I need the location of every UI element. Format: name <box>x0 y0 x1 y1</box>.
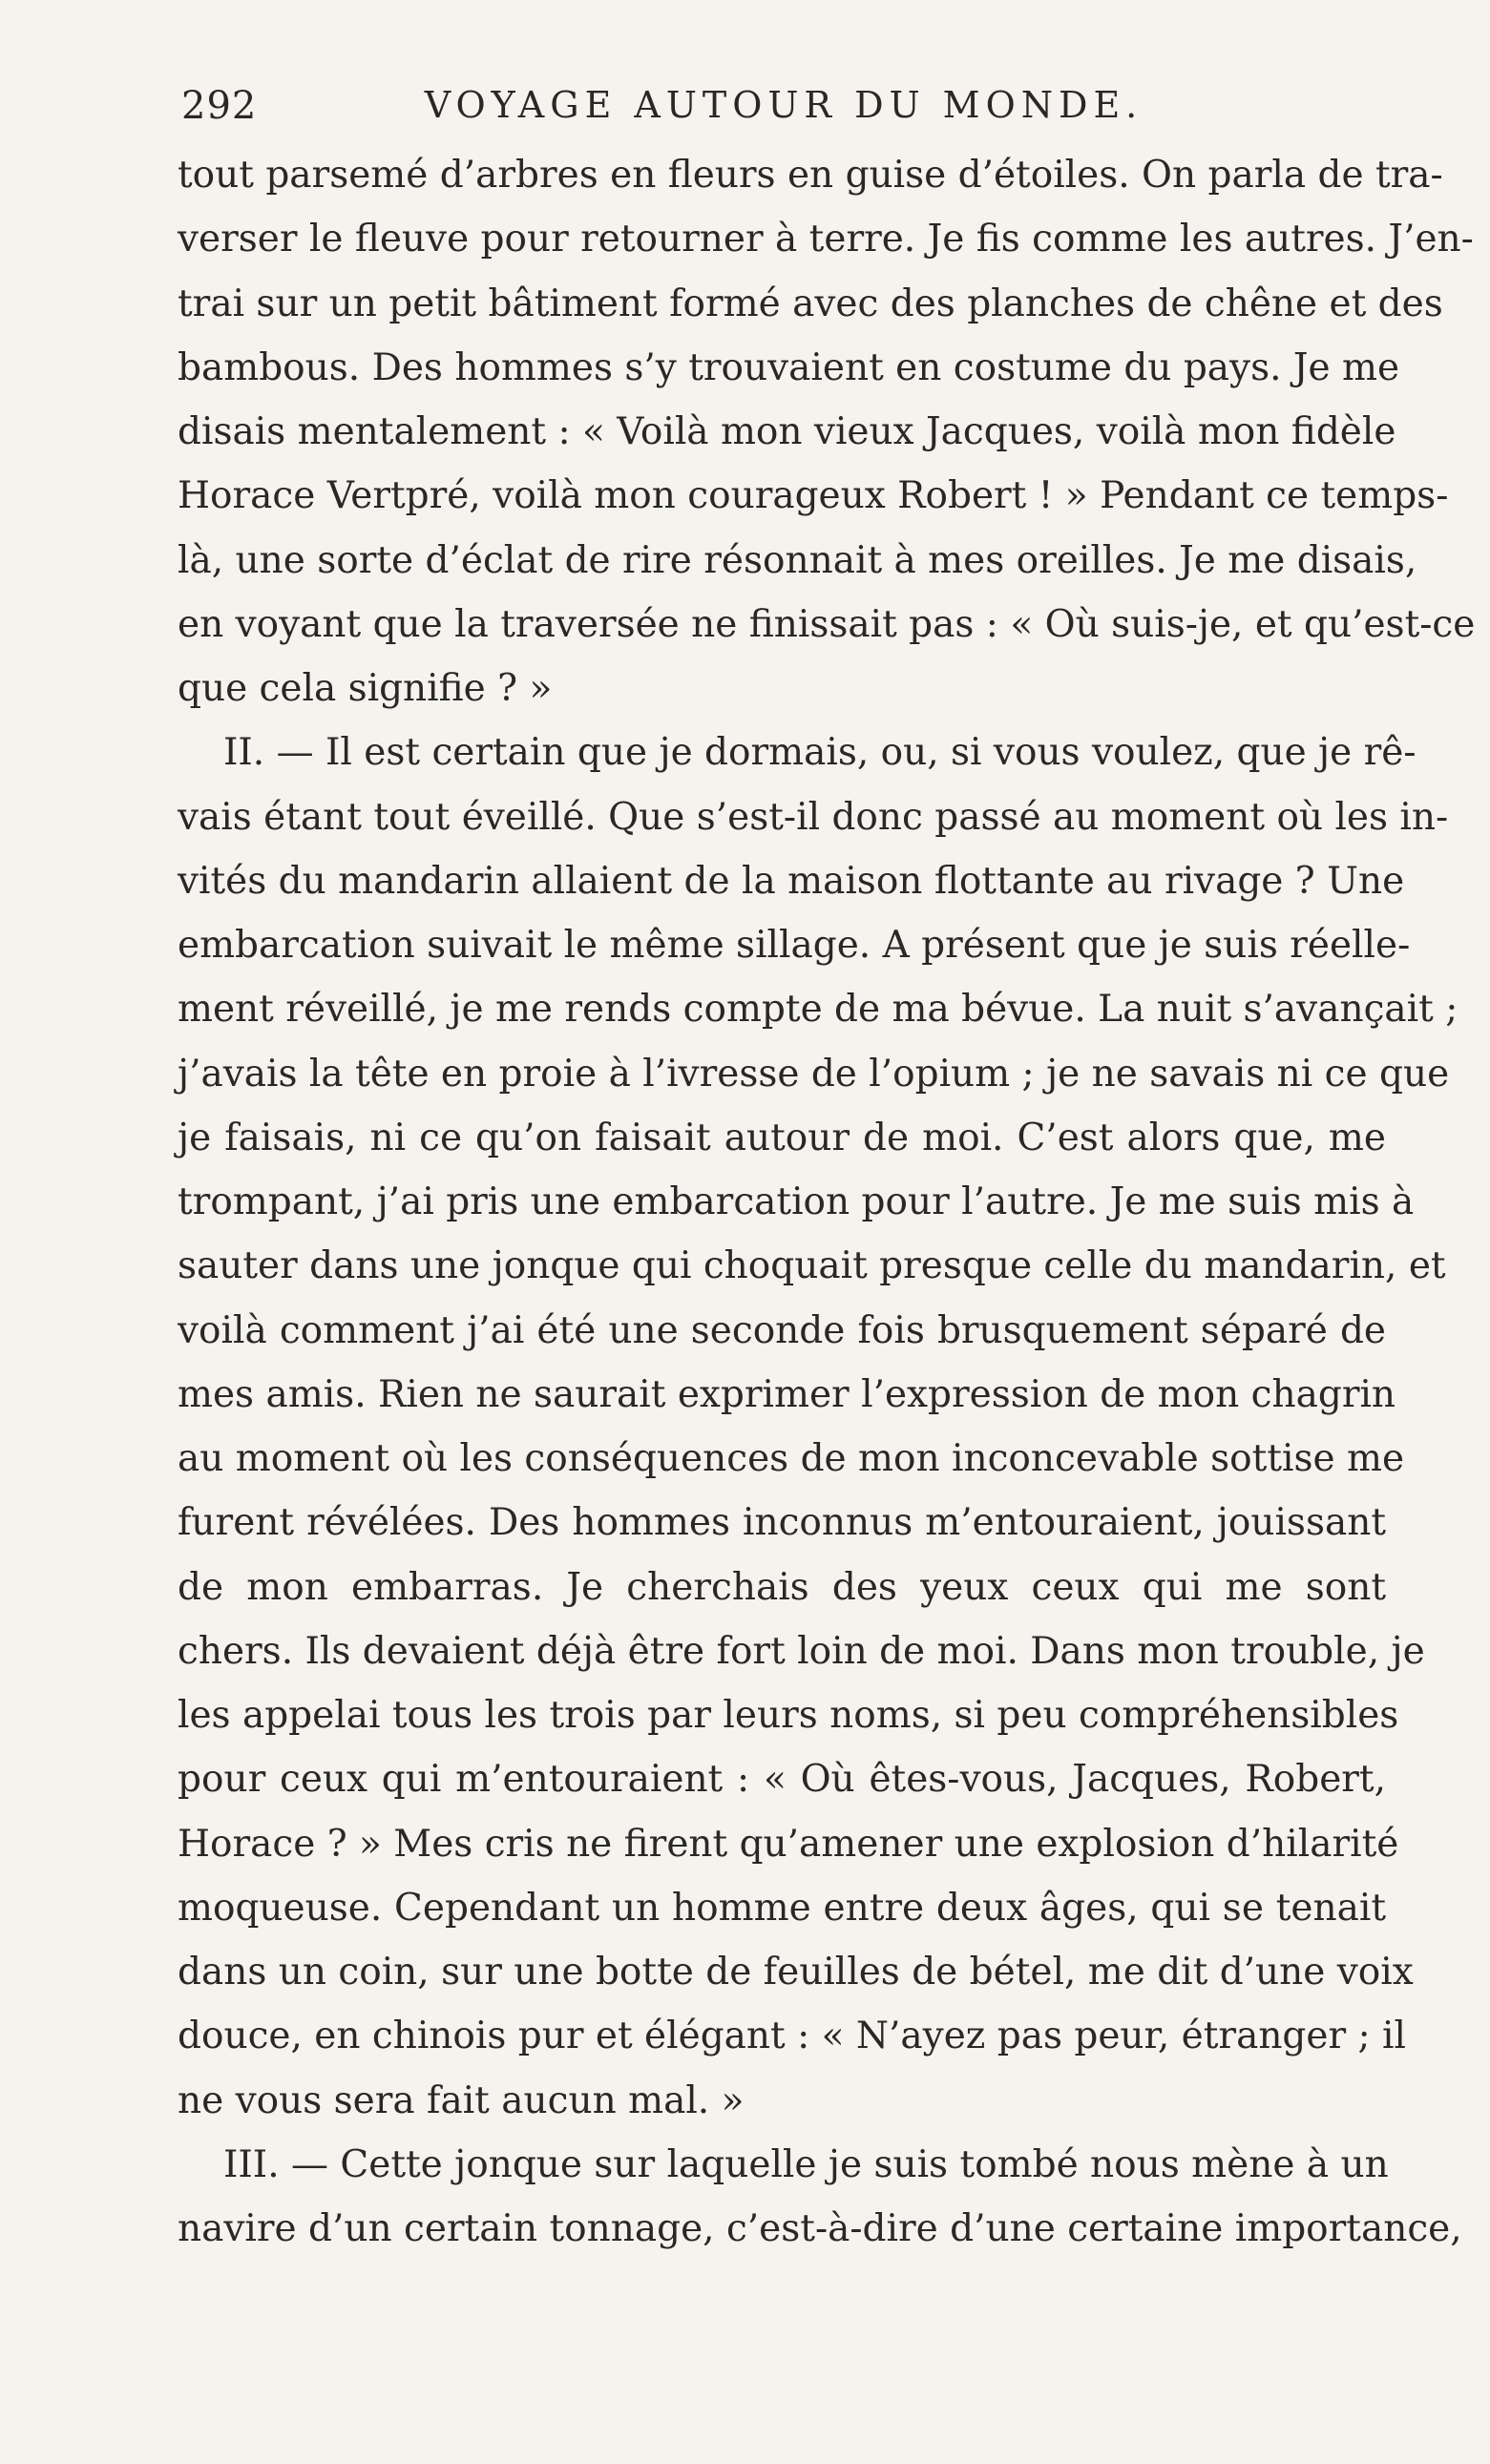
text-line: trompant, j’ai pris une embarcation pour l’autre. Je me suis mis à <box>178 1180 1415 1223</box>
text-line: II. — Il est certain que je dormais, ou, si vous voulez, que je rê- <box>223 731 1417 775</box>
text-line: trai sur un petit bâtiment formé avec des planches de chêne et des <box>178 282 1443 325</box>
text-line: sauter dans une jonque qui choquait presque celle du mandarin, et <box>178 1244 1446 1288</box>
text-line: tout parsemé d’arbres en fleurs en guise d’étoiles. On parla de tra- <box>178 154 1443 197</box>
text-line: en voyant que la traversée ne finissait pas : « Où suis-je, et qu’est-ce <box>178 602 1476 646</box>
text-line: ment réveillé, je me rends compte de ma bévue. La nuit s’avançait ; <box>178 988 1459 1032</box>
text-line: navire d’un certain tonnage, c’est-à-dire d’une certaine importance, <box>178 2207 1462 2250</box>
text-line: verser le fleuve pour retourner à terre. Je fis comme les autres. J’en- <box>178 218 1474 261</box>
text-line: furent révélées. Des hommes inconnus m’entouraient, jouissant <box>178 1501 1386 1545</box>
text-line: vités du mandarin allaient de la maison flottante au rivage ? Une <box>178 859 1405 903</box>
text-line: chers. Ils devaient déjà être fort loin de moi. Dans mon trouble, je <box>178 1629 1425 1673</box>
page-number: 292 <box>181 84 258 128</box>
text-line: je faisais, ni ce qu’on faisait autour de moi. C’est alors que, me <box>178 1116 1386 1159</box>
text-line: de mon embarras. Je cherchais des yeux ceux qui me sont <box>178 1565 1386 1609</box>
paragraph <box>178 143 1476 720</box>
text-line: Horace ? » Mes cris ne firent qu’amener une explosion d’hilarité <box>178 1822 1399 1866</box>
text-line: embarcation suivait le même sillage. A présent que je suis réelle- <box>178 924 1411 967</box>
body-text <box>178 143 1476 2261</box>
text-line: là, une sorte d’éclat de rire résonnait à mes oreilles. Je me disais, <box>178 538 1417 582</box>
text-line: au moment où les conséquences de mon inconcevable sottise me <box>178 1437 1405 1480</box>
page-header <box>181 84 1386 137</box>
paragraph <box>178 720 1459 2133</box>
text-line: les appelai tous les trois par leurs noms, si peu compréhensibles <box>178 1694 1399 1737</box>
text-line: j’avais la tête en proie à l’ivresse de l’opium ; je ne savais ni ce que <box>178 1052 1450 1096</box>
text-line: que cela signifie ? » <box>178 667 553 710</box>
text-line: disais mentalement : « Voilà mon vieux Jacques, voilà mon fidèle <box>178 410 1396 453</box>
text-line: voilà comment j’ai été une seconde fois brusquement séparé de <box>178 1308 1386 1352</box>
text-line: pour ceux qui m’entouraient : « Où êtes-vous, Jacques, Robert, <box>178 1758 1386 1802</box>
text-line: dans un coin, sur une botte de feuilles de bétel, me dit d’une voix <box>178 1951 1414 1994</box>
text-line: Horace Vertpré, voilà mon courageux Robert ! » Pendant ce temps- <box>178 474 1449 518</box>
text-line: III. — Cette jonque sur laquelle je suis tombé nous mène à un <box>223 2142 1389 2186</box>
running-title: VOYAGE AUTOUR DU MONDE. <box>424 84 1144 126</box>
text-line: douce, en chinois pur et élégant : « N’ayez pas peur, étranger ; il <box>178 2015 1406 2058</box>
text-line: bambous. Des hommes s’y trouvaient en costume du pays. Je me <box>178 345 1400 389</box>
text-line: moqueuse. Cependant un homme entre deux âges, qui se tenait <box>178 1886 1386 1930</box>
text-line: ne vous sera fait aucun mal. » <box>178 2078 745 2122</box>
text-line: mes amis. Rien ne saurait exprimer l’expression de mon chagrin <box>178 1372 1396 1416</box>
text-line: vais étant tout éveillé. Que s’est-il donc passé au moment où les in- <box>178 795 1449 839</box>
paragraph <box>178 2133 1462 2262</box>
